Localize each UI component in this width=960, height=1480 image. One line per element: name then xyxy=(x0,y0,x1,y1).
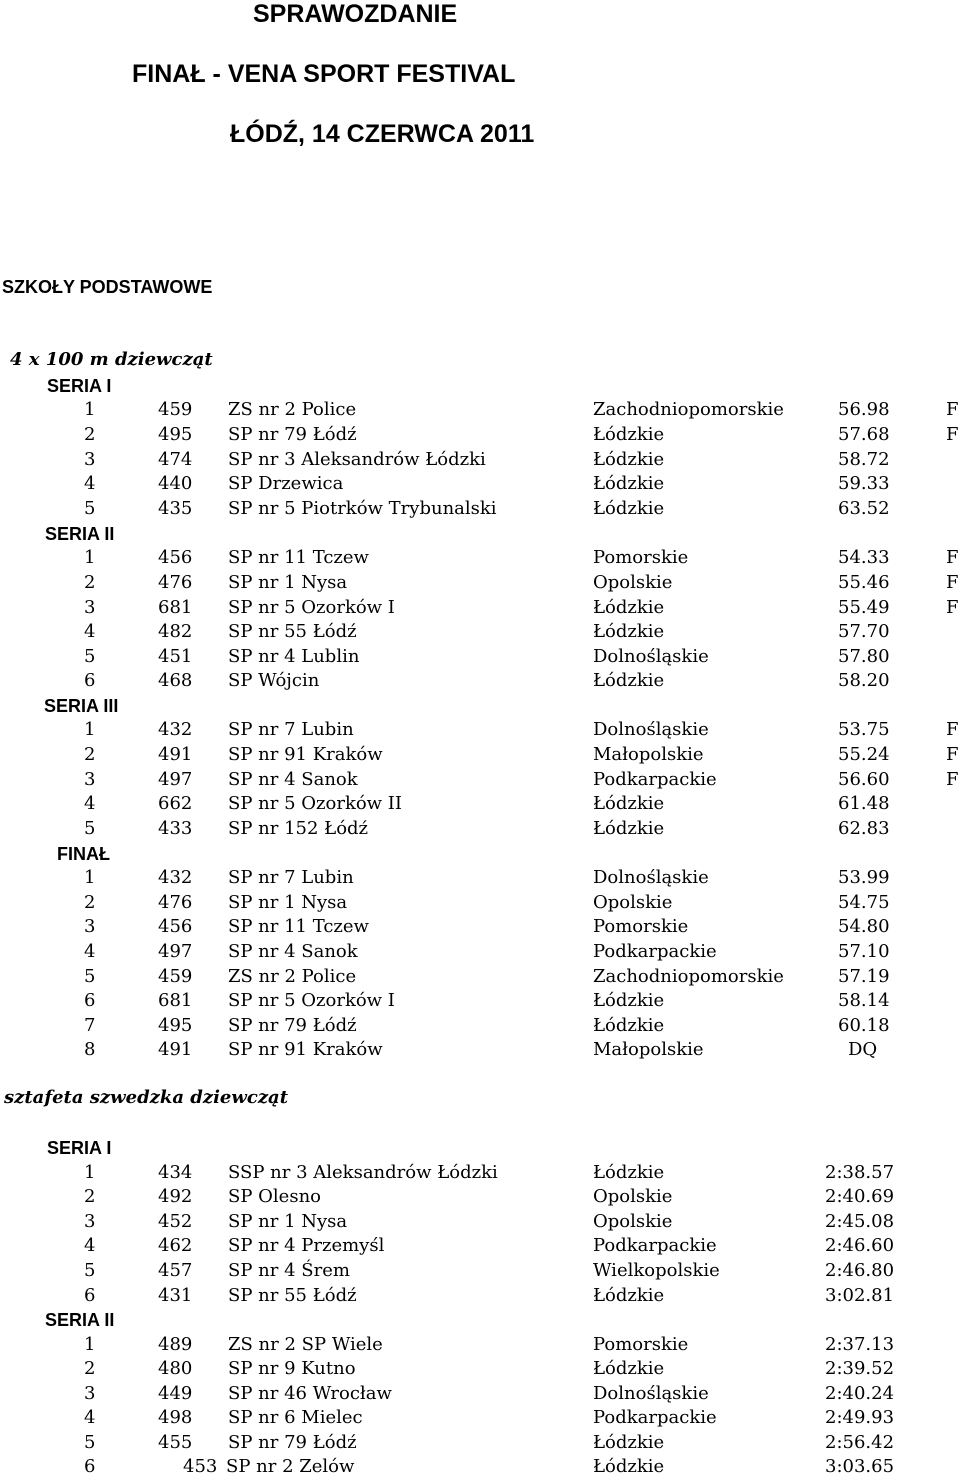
region: Zachodniopomorskie xyxy=(593,399,784,420)
bib: 462 xyxy=(158,1235,193,1256)
time: 2:56.42 xyxy=(825,1432,895,1453)
result-row xyxy=(0,1259,960,1284)
bib: 435 xyxy=(158,498,193,519)
place: 1 xyxy=(84,399,96,420)
school: SP nr 3 Aleksandrów Łódzki xyxy=(228,449,486,470)
place: 2 xyxy=(84,1358,96,1379)
bib: 497 xyxy=(158,769,193,790)
region: Małopolskie xyxy=(593,744,704,765)
result-row xyxy=(0,398,960,423)
bib: 433 xyxy=(158,818,193,839)
school: SP nr 79 Łódź xyxy=(228,424,357,445)
qualification: F xyxy=(946,424,959,445)
qualification: F xyxy=(946,547,959,568)
time: 3:03.65 xyxy=(825,1456,895,1477)
school: SP nr 7 Lubin xyxy=(228,719,354,740)
result-row xyxy=(0,1357,960,1382)
place: 1 xyxy=(84,867,96,888)
region: Wielkopolskie xyxy=(593,1260,720,1281)
place: 1 xyxy=(84,1334,96,1355)
school: SP nr 1 Nysa xyxy=(228,1211,348,1232)
time: 58.14 xyxy=(838,990,890,1011)
time: 2:37.13 xyxy=(825,1334,895,1355)
school: SP nr 91 Kraków xyxy=(228,744,383,765)
region: Podkarpackie xyxy=(593,769,717,790)
region: Łódzkie xyxy=(593,621,665,642)
bib: 492 xyxy=(158,1186,193,1207)
result-row xyxy=(0,1382,960,1407)
region: Podkarpackie xyxy=(593,1407,717,1428)
qualification: F xyxy=(946,744,959,765)
school: SP nr 91 Kraków xyxy=(228,1039,383,1060)
event-title: FINAŁ - VENA SPORT FESTIVAL xyxy=(132,60,516,88)
time: 2:46.80 xyxy=(825,1260,895,1281)
place: 4 xyxy=(84,793,96,814)
time: 2:40.24 xyxy=(825,1383,895,1404)
place: 2 xyxy=(84,1186,96,1207)
school: SP nr 4 Sanok xyxy=(228,769,358,790)
result-row xyxy=(0,891,960,916)
bib: 495 xyxy=(158,1015,193,1036)
region: Dolnośląskie xyxy=(593,646,709,667)
heat-label: SERIA II xyxy=(45,524,115,544)
school: ZS nr 2 SP Wiele xyxy=(228,1334,383,1355)
region: Pomorskie xyxy=(593,916,689,937)
result-row xyxy=(0,718,960,743)
place: 5 xyxy=(84,1260,96,1281)
result-row xyxy=(0,1431,960,1456)
place: 4 xyxy=(84,1235,96,1256)
bib: 459 xyxy=(158,399,193,420)
qualification: F xyxy=(946,572,959,593)
region: Podkarpackie xyxy=(593,1235,717,1256)
place: 4 xyxy=(84,1407,96,1428)
school: SP nr 4 Sanok xyxy=(228,941,358,962)
time: DQ xyxy=(848,1039,878,1060)
place: 3 xyxy=(84,916,96,937)
bib: 476 xyxy=(158,892,193,913)
school: SP Wójcin xyxy=(228,670,320,691)
bib: 451 xyxy=(158,646,193,667)
bib: 434 xyxy=(158,1162,193,1183)
region: Łódzkie xyxy=(593,597,665,618)
bib: 476 xyxy=(158,572,193,593)
result-row xyxy=(0,1333,960,1358)
region: Łódzkie xyxy=(593,1015,665,1036)
bib: 681 xyxy=(158,597,193,618)
bib: 456 xyxy=(158,916,193,937)
time: 3:02.81 xyxy=(825,1285,895,1306)
school: SP nr 2 Zelów xyxy=(226,1456,355,1477)
place: 2 xyxy=(84,572,96,593)
region: Dolnośląskie xyxy=(593,719,709,740)
place: 5 xyxy=(84,966,96,987)
time: 55.46 xyxy=(838,572,890,593)
school: SP nr 46 Wrocław xyxy=(228,1383,392,1404)
place: 5 xyxy=(84,498,96,519)
bib: 495 xyxy=(158,424,193,445)
school: SP nr 9 Kutno xyxy=(228,1358,356,1379)
result-row xyxy=(0,1161,960,1186)
time: 54.33 xyxy=(838,547,890,568)
event-place-date: ŁÓDŹ, 14 CZERWCA 2011 xyxy=(230,120,535,148)
result-row xyxy=(0,866,960,891)
place: 1 xyxy=(84,1162,96,1183)
region: Opolskie xyxy=(593,572,673,593)
result-row xyxy=(0,1406,960,1431)
place: 3 xyxy=(84,597,96,618)
place: 5 xyxy=(84,646,96,667)
bib: 456 xyxy=(158,547,193,568)
bib: 452 xyxy=(158,1211,193,1232)
result-row xyxy=(0,915,960,940)
bib: 455 xyxy=(158,1432,193,1453)
region: Łódzkie xyxy=(593,1432,665,1453)
school: ZS nr 2 Police xyxy=(228,966,357,987)
region: Pomorskie xyxy=(593,547,689,568)
bib: 449 xyxy=(158,1383,193,1404)
time: 57.80 xyxy=(838,646,890,667)
school: SP nr 5 Ozorków I xyxy=(228,990,395,1011)
event-heading-4x100: 4 x 100 m dziewcząt xyxy=(10,349,213,370)
bib: 681 xyxy=(158,990,193,1011)
time: 2:39.52 xyxy=(825,1358,895,1379)
time: 54.75 xyxy=(838,892,890,913)
bib: 431 xyxy=(158,1285,193,1306)
bib: 459 xyxy=(158,966,193,987)
result-row xyxy=(0,1014,960,1039)
region: Łódzkie xyxy=(593,1285,665,1306)
time: 59.33 xyxy=(838,473,890,494)
result-row xyxy=(0,546,960,571)
result-row xyxy=(0,1284,960,1309)
region: Podkarpackie xyxy=(593,941,717,962)
place: 3 xyxy=(84,769,96,790)
region: Opolskie xyxy=(593,892,673,913)
school: SP nr 4 Lublin xyxy=(228,646,360,667)
bib: 480 xyxy=(158,1358,193,1379)
qualification: F xyxy=(946,597,959,618)
school: SSP nr 3 Aleksandrów Łódzki xyxy=(228,1162,498,1183)
time: 58.72 xyxy=(838,449,890,470)
place: 2 xyxy=(84,744,96,765)
result-row xyxy=(0,645,960,670)
result-row xyxy=(0,1455,960,1480)
region: Dolnośląskie xyxy=(593,1383,709,1404)
region: Dolnośląskie xyxy=(593,867,709,888)
place: 5 xyxy=(84,818,96,839)
final-label: FINAŁ xyxy=(57,844,110,864)
result-row xyxy=(0,1210,960,1235)
time: 57.70 xyxy=(838,621,890,642)
result-row xyxy=(0,1234,960,1259)
result-row xyxy=(0,792,960,817)
school: SP Olesno xyxy=(228,1186,321,1207)
region: Łódzkie xyxy=(593,1456,665,1477)
time: 2:40.69 xyxy=(825,1186,895,1207)
bib: 453 xyxy=(183,1456,218,1477)
heat-label: SERIA I xyxy=(47,376,112,396)
bib: 432 xyxy=(158,719,193,740)
bib: 491 xyxy=(158,744,193,765)
result-row xyxy=(0,768,960,793)
school: SP nr 5 Ozorków II xyxy=(228,793,403,814)
category-heading: SZKOŁY PODSTAWOWE xyxy=(2,277,213,297)
time: 57.19 xyxy=(838,966,890,987)
place: 4 xyxy=(84,941,96,962)
place: 3 xyxy=(84,449,96,470)
time: 2:45.08 xyxy=(825,1211,895,1232)
time: 56.60 xyxy=(838,769,890,790)
result-row xyxy=(0,620,960,645)
school: SP nr 1 Nysa xyxy=(228,892,348,913)
region: Łódzkie xyxy=(593,1358,665,1379)
time: 54.80 xyxy=(838,916,890,937)
place: 6 xyxy=(84,1456,96,1477)
place: 2 xyxy=(84,424,96,445)
time: 53.75 xyxy=(838,719,890,740)
report-title: SPRAWOZDANIE xyxy=(253,0,458,28)
place: 6 xyxy=(84,670,96,691)
time: 57.68 xyxy=(838,424,890,445)
bib: 474 xyxy=(158,449,193,470)
region: Łódzkie xyxy=(593,1162,665,1183)
school: SP nr 55 Łódź xyxy=(228,621,357,642)
school: SP Drzewica xyxy=(228,473,344,494)
time: 61.48 xyxy=(838,793,890,814)
bib: 491 xyxy=(158,1039,193,1060)
time: 56.98 xyxy=(838,399,890,420)
bib: 489 xyxy=(158,1334,193,1355)
result-row xyxy=(0,1038,960,1063)
school: SP nr 4 Przemyśl xyxy=(228,1235,385,1256)
region: Łódzkie xyxy=(593,793,665,814)
region: Pomorskie xyxy=(593,1334,689,1355)
school: SP nr 152 Łódź xyxy=(228,818,369,839)
place: 1 xyxy=(84,547,96,568)
region: Łódzkie xyxy=(593,498,665,519)
place: 4 xyxy=(84,621,96,642)
school: SP nr 79 Łódź xyxy=(228,1432,357,1453)
time: 55.49 xyxy=(838,597,890,618)
time: 2:49.93 xyxy=(825,1407,895,1428)
place: 7 xyxy=(84,1015,96,1036)
place: 4 xyxy=(84,473,96,494)
place: 2 xyxy=(84,892,96,913)
place: 5 xyxy=(84,1432,96,1453)
place: 3 xyxy=(84,1383,96,1404)
heat-label: SERIA II xyxy=(45,1310,115,1330)
bib: 432 xyxy=(158,867,193,888)
region: Łódzkie xyxy=(593,818,665,839)
result-row xyxy=(0,940,960,965)
result-row xyxy=(0,423,960,448)
school: SP nr 55 Łódź xyxy=(228,1285,357,1306)
school: SP nr 11 Tczew xyxy=(228,547,369,568)
time: 63.52 xyxy=(838,498,890,519)
region: Łódzkie xyxy=(593,424,665,445)
bib: 482 xyxy=(158,621,193,642)
region: Łódzkie xyxy=(593,449,665,470)
result-row xyxy=(0,448,960,473)
result-row xyxy=(0,497,960,522)
result-row xyxy=(0,596,960,621)
time: 53.99 xyxy=(838,867,890,888)
result-row xyxy=(0,571,960,596)
result-row xyxy=(0,669,960,694)
result-row xyxy=(0,989,960,1014)
school: SP nr 5 Piotrków Trybunalski xyxy=(228,498,497,519)
time: 2:46.60 xyxy=(825,1235,895,1256)
result-row xyxy=(0,1185,960,1210)
place: 1 xyxy=(84,719,96,740)
region: Łódzkie xyxy=(593,990,665,1011)
region: Małopolskie xyxy=(593,1039,704,1060)
place: 3 xyxy=(84,1211,96,1232)
region: Opolskie xyxy=(593,1186,673,1207)
region: Łódzkie xyxy=(593,473,665,494)
school: SP nr 79 Łódź xyxy=(228,1015,357,1036)
region: Zachodniopomorskie xyxy=(593,966,784,987)
result-row xyxy=(0,472,960,497)
school: SP nr 11 Tczew xyxy=(228,916,369,937)
bib: 440 xyxy=(158,473,193,494)
school: ZS nr 2 Police xyxy=(228,399,357,420)
bib: 468 xyxy=(158,670,193,691)
bib: 498 xyxy=(158,1407,193,1428)
qualification: F xyxy=(946,769,959,790)
school: SP nr 7 Lubin xyxy=(228,867,354,888)
region: Łódzkie xyxy=(593,670,665,691)
time: 60.18 xyxy=(838,1015,890,1036)
school: SP nr 4 Śrem xyxy=(228,1260,350,1281)
time: 57.10 xyxy=(838,941,890,962)
qualification: F xyxy=(946,719,959,740)
time: 58.20 xyxy=(838,670,890,691)
time: 62.83 xyxy=(838,818,890,839)
school: SP nr 1 Nysa xyxy=(228,572,348,593)
time: 55.24 xyxy=(838,744,890,765)
result-row xyxy=(0,817,960,842)
result-row xyxy=(0,743,960,768)
time: 2:38.57 xyxy=(825,1162,895,1183)
school: SP nr 5 Ozorków I xyxy=(228,597,395,618)
event-heading-swedish-relay: sztafeta szwedzka dziewcząt xyxy=(4,1087,289,1108)
heat-label: SERIA III xyxy=(44,696,119,716)
heat-label: SERIA I xyxy=(47,1138,112,1158)
bib: 457 xyxy=(158,1260,193,1281)
result-row xyxy=(0,965,960,990)
place: 8 xyxy=(84,1039,96,1060)
place: 6 xyxy=(84,990,96,1011)
qualification: F xyxy=(946,399,959,420)
bib: 662 xyxy=(158,793,193,814)
place: 6 xyxy=(84,1285,96,1306)
region: Opolskie xyxy=(593,1211,673,1232)
school: SP nr 6 Mielec xyxy=(228,1407,363,1428)
bib: 497 xyxy=(158,941,193,962)
